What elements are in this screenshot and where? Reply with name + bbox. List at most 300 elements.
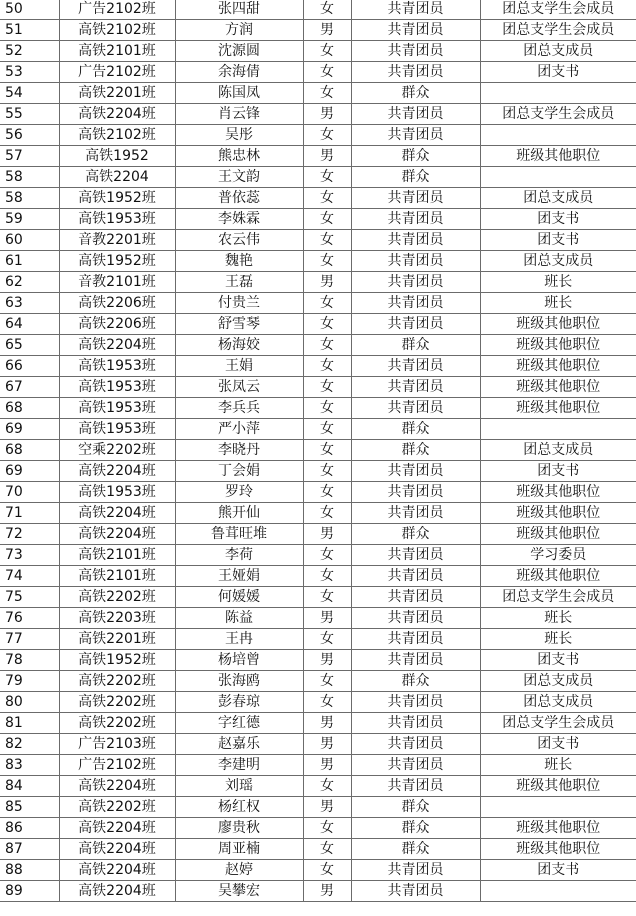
gender-cell: 男 [303,713,351,734]
class-cell: 高铁2204班 [59,860,175,881]
position-cell: 班级其他职位 [480,398,636,419]
position-cell: 团总支学生会成员 [480,713,636,734]
gender-cell: 女 [303,818,351,839]
position-cell [480,125,636,146]
table-row [0,587,636,608]
name-cell: 舒雪琴 [175,314,303,335]
name-cell: 李荷 [175,545,303,566]
name-cell: 王冉 [175,629,303,650]
row-number-cell: 85 [0,797,59,818]
political-status-cell: 共青团员 [351,608,480,629]
position-cell: 团总支成员 [480,671,636,692]
class-cell: 高铁2202班 [59,692,175,713]
table-row [0,251,636,272]
gender-cell: 女 [303,0,351,20]
table-row [0,524,636,545]
position-cell: 班级其他职位 [480,566,636,587]
political-status-cell: 共青团员 [351,755,480,776]
political-status-cell: 共青团员 [351,629,480,650]
political-status-cell: 群众 [351,839,480,860]
class-cell: 高铁2204班 [59,461,175,482]
name-cell: 熊开仙 [175,503,303,524]
name-cell: 王娟 [175,356,303,377]
political-status-cell: 群众 [351,167,480,188]
table-row [0,377,636,398]
position-cell: 团支书 [480,461,636,482]
position-cell: 团支书 [480,650,636,671]
position-cell: 团总支学生会成员 [480,20,636,41]
gender-cell: 女 [303,251,351,272]
gender-cell: 男 [303,650,351,671]
class-cell: 高铁2204班 [59,524,175,545]
political-status-cell: 共青团员 [351,776,480,797]
position-cell: 班级其他职位 [480,818,636,839]
row-number-cell: 76 [0,608,59,629]
class-cell: 高铁1952 [59,146,175,167]
table-row [0,461,636,482]
table-row [0,83,636,104]
class-cell: 高铁2101班 [59,566,175,587]
table-row [0,797,636,818]
row-number-cell: 51 [0,20,59,41]
table-row [0,230,636,251]
class-cell: 高铁2101班 [59,545,175,566]
political-status-cell: 共青团员 [351,566,480,587]
row-number-cell: 54 [0,83,59,104]
position-cell: 团支书 [480,734,636,755]
political-status-cell: 群众 [351,818,480,839]
row-number-cell: 78 [0,650,59,671]
row-number-cell: 52 [0,41,59,62]
class-cell: 高铁2202班 [59,671,175,692]
political-status-cell: 共青团员 [351,503,480,524]
political-status-cell: 共青团员 [351,125,480,146]
table-row [0,0,636,20]
gender-cell: 女 [303,629,351,650]
table-row [0,482,636,503]
table-row [0,440,636,461]
gender-cell: 女 [303,41,351,62]
gender-cell: 男 [303,272,351,293]
table-row [0,188,636,209]
political-status-cell: 共青团员 [351,650,480,671]
gender-cell: 男 [303,755,351,776]
row-number-cell: 66 [0,356,59,377]
name-cell: 杨海姣 [175,335,303,356]
table-row [0,566,636,587]
row-number-cell: 69 [0,461,59,482]
table-row [0,650,636,671]
class-cell: 高铁1952班 [59,188,175,209]
row-number-cell: 84 [0,776,59,797]
name-cell: 陈国凤 [175,83,303,104]
row-number-cell: 64 [0,314,59,335]
class-cell: 高铁2202班 [59,713,175,734]
name-cell: 字红德 [175,713,303,734]
position-cell: 学习委员 [480,545,636,566]
name-cell: 魏艳 [175,251,303,272]
position-cell: 班长 [480,293,636,314]
political-status-cell: 共青团员 [351,230,480,251]
name-cell: 赵婷 [175,860,303,881]
gender-cell: 男 [303,608,351,629]
row-number-cell: 58 [0,188,59,209]
name-cell: 赵嘉乐 [175,734,303,755]
position-cell: 团总支学生会成员 [480,104,636,125]
name-cell: 普依蕊 [175,188,303,209]
table-row [0,608,636,629]
name-cell: 农云伟 [175,230,303,251]
name-cell: 李建明 [175,755,303,776]
political-status-cell: 共青团员 [351,461,480,482]
table-row [0,545,636,566]
class-cell: 高铁2202班 [59,587,175,608]
table-row [0,755,636,776]
political-status-cell: 群众 [351,335,480,356]
name-cell: 王磊 [175,272,303,293]
name-cell: 吴彤 [175,125,303,146]
position-cell: 班长 [480,608,636,629]
table-row [0,860,636,881]
position-cell: 班级其他职位 [480,356,636,377]
row-number-cell: 71 [0,503,59,524]
name-cell: 沈源圆 [175,41,303,62]
political-status-cell: 共青团员 [351,356,480,377]
class-cell: 高铁1953班 [59,398,175,419]
position-cell: 团总支成员 [480,692,636,713]
gender-cell: 女 [303,860,351,881]
position-cell: 班级其他职位 [480,314,636,335]
class-cell: 高铁1953班 [59,377,175,398]
gender-cell: 女 [303,671,351,692]
class-cell: 高铁2201班 [59,83,175,104]
political-status-cell: 群众 [351,524,480,545]
row-number-cell: 53 [0,62,59,83]
political-status-cell: 共青团员 [351,377,480,398]
gender-cell: 女 [303,230,351,251]
class-cell: 高铁2204班 [59,503,175,524]
table-row [0,125,636,146]
name-cell: 陈益 [175,608,303,629]
name-cell: 方润 [175,20,303,41]
political-status-cell: 共青团员 [351,398,480,419]
table-row [0,104,636,125]
row-number-cell: 55 [0,104,59,125]
political-status-cell: 共青团员 [351,41,480,62]
row-number-cell: 67 [0,377,59,398]
position-cell: 班级其他职位 [480,482,636,503]
gender-cell: 男 [303,734,351,755]
gender-cell: 女 [303,335,351,356]
gender-cell: 女 [303,188,351,209]
row-number-cell: 62 [0,272,59,293]
class-cell: 高铁1953班 [59,356,175,377]
gender-cell: 女 [303,482,351,503]
table-row [0,692,636,713]
row-number-cell: 58 [0,167,59,188]
class-cell: 高铁1952班 [59,251,175,272]
gender-cell: 女 [303,356,351,377]
class-cell: 高铁2206班 [59,314,175,335]
class-cell: 空乘2202班 [59,440,175,461]
name-cell: 丁会娟 [175,461,303,482]
row-number-cell: 79 [0,671,59,692]
position-cell: 团总支成员 [480,41,636,62]
political-status-cell: 共青团员 [351,734,480,755]
name-cell: 付贵兰 [175,293,303,314]
table-row [0,839,636,860]
name-cell: 张海鸥 [175,671,303,692]
row-number-cell: 69 [0,419,59,440]
political-status-cell: 群众 [351,797,480,818]
name-cell: 罗玲 [175,482,303,503]
position-cell: 班级其他职位 [480,776,636,797]
name-cell: 廖贵秋 [175,818,303,839]
political-status-cell: 群众 [351,671,480,692]
class-cell: 高铁2204班 [59,818,175,839]
position-cell: 团总支学生会成员 [480,0,636,20]
name-cell: 何媛媛 [175,587,303,608]
class-cell: 高铁1953班 [59,419,175,440]
gender-cell: 男 [303,104,351,125]
gender-cell: 女 [303,167,351,188]
political-status-cell: 共青团员 [351,209,480,230]
position-cell: 班长 [480,629,636,650]
table-row [0,776,636,797]
position-cell: 班级其他职位 [480,146,636,167]
row-number-cell: 81 [0,713,59,734]
row-number-cell: 77 [0,629,59,650]
gender-cell: 女 [303,62,351,83]
name-cell: 周亚楠 [175,839,303,860]
class-cell: 高铁2201班 [59,629,175,650]
gender-cell: 男 [303,881,351,902]
row-number-cell: 60 [0,230,59,251]
gender-cell: 女 [303,293,351,314]
row-number-cell: 57 [0,146,59,167]
row-number-cell: 82 [0,734,59,755]
position-cell: 班级其他职位 [480,524,636,545]
gender-cell: 女 [303,461,351,482]
political-status-cell: 共青团员 [351,545,480,566]
row-number-cell: 61 [0,251,59,272]
gender-cell: 女 [303,83,351,104]
gender-cell: 女 [303,776,351,797]
political-status-cell: 共青团员 [351,251,480,272]
class-cell: 广告2102班 [59,0,175,20]
name-cell: 刘瑶 [175,776,303,797]
row-number-cell: 89 [0,881,59,902]
name-cell: 王文韵 [175,167,303,188]
class-cell: 音教2101班 [59,272,175,293]
table-row [0,881,636,902]
position-cell: 团支书 [480,860,636,881]
position-cell [480,797,636,818]
row-number-cell: 80 [0,692,59,713]
political-status-cell: 群众 [351,146,480,167]
gender-cell: 女 [303,839,351,860]
gender-cell: 女 [303,419,351,440]
name-cell: 余海倩 [175,62,303,83]
table-row [0,503,636,524]
class-cell: 音教2201班 [59,230,175,251]
table-row [0,734,636,755]
table-row [0,419,636,440]
political-status-cell: 共青团员 [351,62,480,83]
political-status-cell: 群众 [351,83,480,104]
class-cell: 高铁2102班 [59,20,175,41]
position-cell [480,167,636,188]
position-cell: 团总支成员 [480,251,636,272]
row-number-cell: 87 [0,839,59,860]
position-cell: 团总支成员 [480,440,636,461]
table-row [0,398,636,419]
gender-cell: 女 [303,692,351,713]
name-cell: 严小萍 [175,419,303,440]
row-number-cell: 56 [0,125,59,146]
gender-cell: 男 [303,524,351,545]
class-cell: 高铁2101班 [59,41,175,62]
class-cell: 高铁2204班 [59,839,175,860]
table-row [0,629,636,650]
name-cell: 彭春琼 [175,692,303,713]
political-status-cell: 共青团员 [351,587,480,608]
name-cell: 李兵兵 [175,398,303,419]
table-row [0,335,636,356]
row-number-cell: 75 [0,587,59,608]
row-number-cell: 88 [0,860,59,881]
position-cell: 团总支学生会成员 [480,587,636,608]
table-row [0,167,636,188]
row-number-cell: 86 [0,818,59,839]
table-row [0,209,636,230]
position-cell: 团支书 [480,209,636,230]
position-cell [480,419,636,440]
row-number-cell: 50 [0,0,59,20]
table-row [0,146,636,167]
name-cell: 熊忠林 [175,146,303,167]
row-number-cell: 68 [0,440,59,461]
political-status-cell: 共青团员 [351,272,480,293]
row-number-cell: 68 [0,398,59,419]
position-cell: 团支书 [480,62,636,83]
political-status-cell: 共青团员 [351,860,480,881]
class-cell: 高铁2204班 [59,335,175,356]
name-cell: 吴攀宏 [175,881,303,902]
political-status-cell: 共青团员 [351,713,480,734]
table-row [0,272,636,293]
political-status-cell: 群众 [351,419,480,440]
position-cell: 班级其他职位 [480,839,636,860]
row-number-cell: 63 [0,293,59,314]
class-cell: 高铁1952班 [59,650,175,671]
class-cell: 高铁2202班 [59,797,175,818]
gender-cell: 男 [303,797,351,818]
table-row [0,62,636,83]
class-cell: 高铁1953班 [59,209,175,230]
position-cell: 班级其他职位 [480,377,636,398]
class-cell: 广告2103班 [59,734,175,755]
gender-cell: 女 [303,503,351,524]
political-status-cell: 共青团员 [351,692,480,713]
name-cell: 王娅娟 [175,566,303,587]
gender-cell: 男 [303,20,351,41]
class-cell: 高铁2102班 [59,125,175,146]
name-cell: 李姝霖 [175,209,303,230]
gender-cell: 女 [303,566,351,587]
name-cell: 李晓丹 [175,440,303,461]
name-cell: 杨红权 [175,797,303,818]
name-cell: 张凤云 [175,377,303,398]
political-status-cell: 共青团员 [351,104,480,125]
class-cell: 高铁2204班 [59,881,175,902]
row-number-cell: 73 [0,545,59,566]
position-cell: 班长 [480,755,636,776]
name-cell: 肖云锋 [175,104,303,125]
gender-cell: 女 [303,377,351,398]
row-number-cell: 74 [0,566,59,587]
gender-cell: 女 [303,440,351,461]
political-status-cell: 共青团员 [351,881,480,902]
name-cell: 张四甜 [175,0,303,20]
position-cell: 团支书 [480,230,636,251]
class-cell: 高铁2206班 [59,293,175,314]
name-cell: 杨培曾 [175,650,303,671]
gender-cell: 女 [303,398,351,419]
position-cell [480,83,636,104]
class-cell: 广告2102班 [59,755,175,776]
political-status-cell: 共青团员 [351,20,480,41]
class-cell: 高铁1953班 [59,482,175,503]
position-cell: 班级其他职位 [480,503,636,524]
table-row [0,20,636,41]
name-cell: 鲁茸旺堆 [175,524,303,545]
table-row [0,293,636,314]
gender-cell: 女 [303,545,351,566]
gender-cell: 女 [303,587,351,608]
political-status-cell: 共青团员 [351,314,480,335]
political-status-cell: 共青团员 [351,188,480,209]
gender-cell: 女 [303,209,351,230]
gender-cell: 女 [303,314,351,335]
political-status-cell: 共青团员 [351,482,480,503]
class-cell: 高铁2204班 [59,776,175,797]
row-number-cell: 83 [0,755,59,776]
political-status-cell: 共青团员 [351,293,480,314]
class-cell: 广告2102班 [59,62,175,83]
gender-cell: 男 [303,146,351,167]
table-row [0,356,636,377]
row-number-cell: 72 [0,524,59,545]
position-cell: 团总支成员 [480,188,636,209]
gender-cell: 女 [303,125,351,146]
row-number-cell: 70 [0,482,59,503]
class-cell: 高铁2204班 [59,104,175,125]
row-number-cell: 65 [0,335,59,356]
position-cell: 班级其他职位 [480,335,636,356]
table-row [0,41,636,62]
table-row [0,713,636,734]
class-cell: 高铁2203班 [59,608,175,629]
class-cell: 高铁2204 [59,167,175,188]
political-status-cell: 共青团员 [351,0,480,20]
row-number-cell: 59 [0,209,59,230]
table-row [0,314,636,335]
position-cell [480,881,636,902]
table-row [0,671,636,692]
political-status-cell: 群众 [351,440,480,461]
table-row [0,818,636,839]
